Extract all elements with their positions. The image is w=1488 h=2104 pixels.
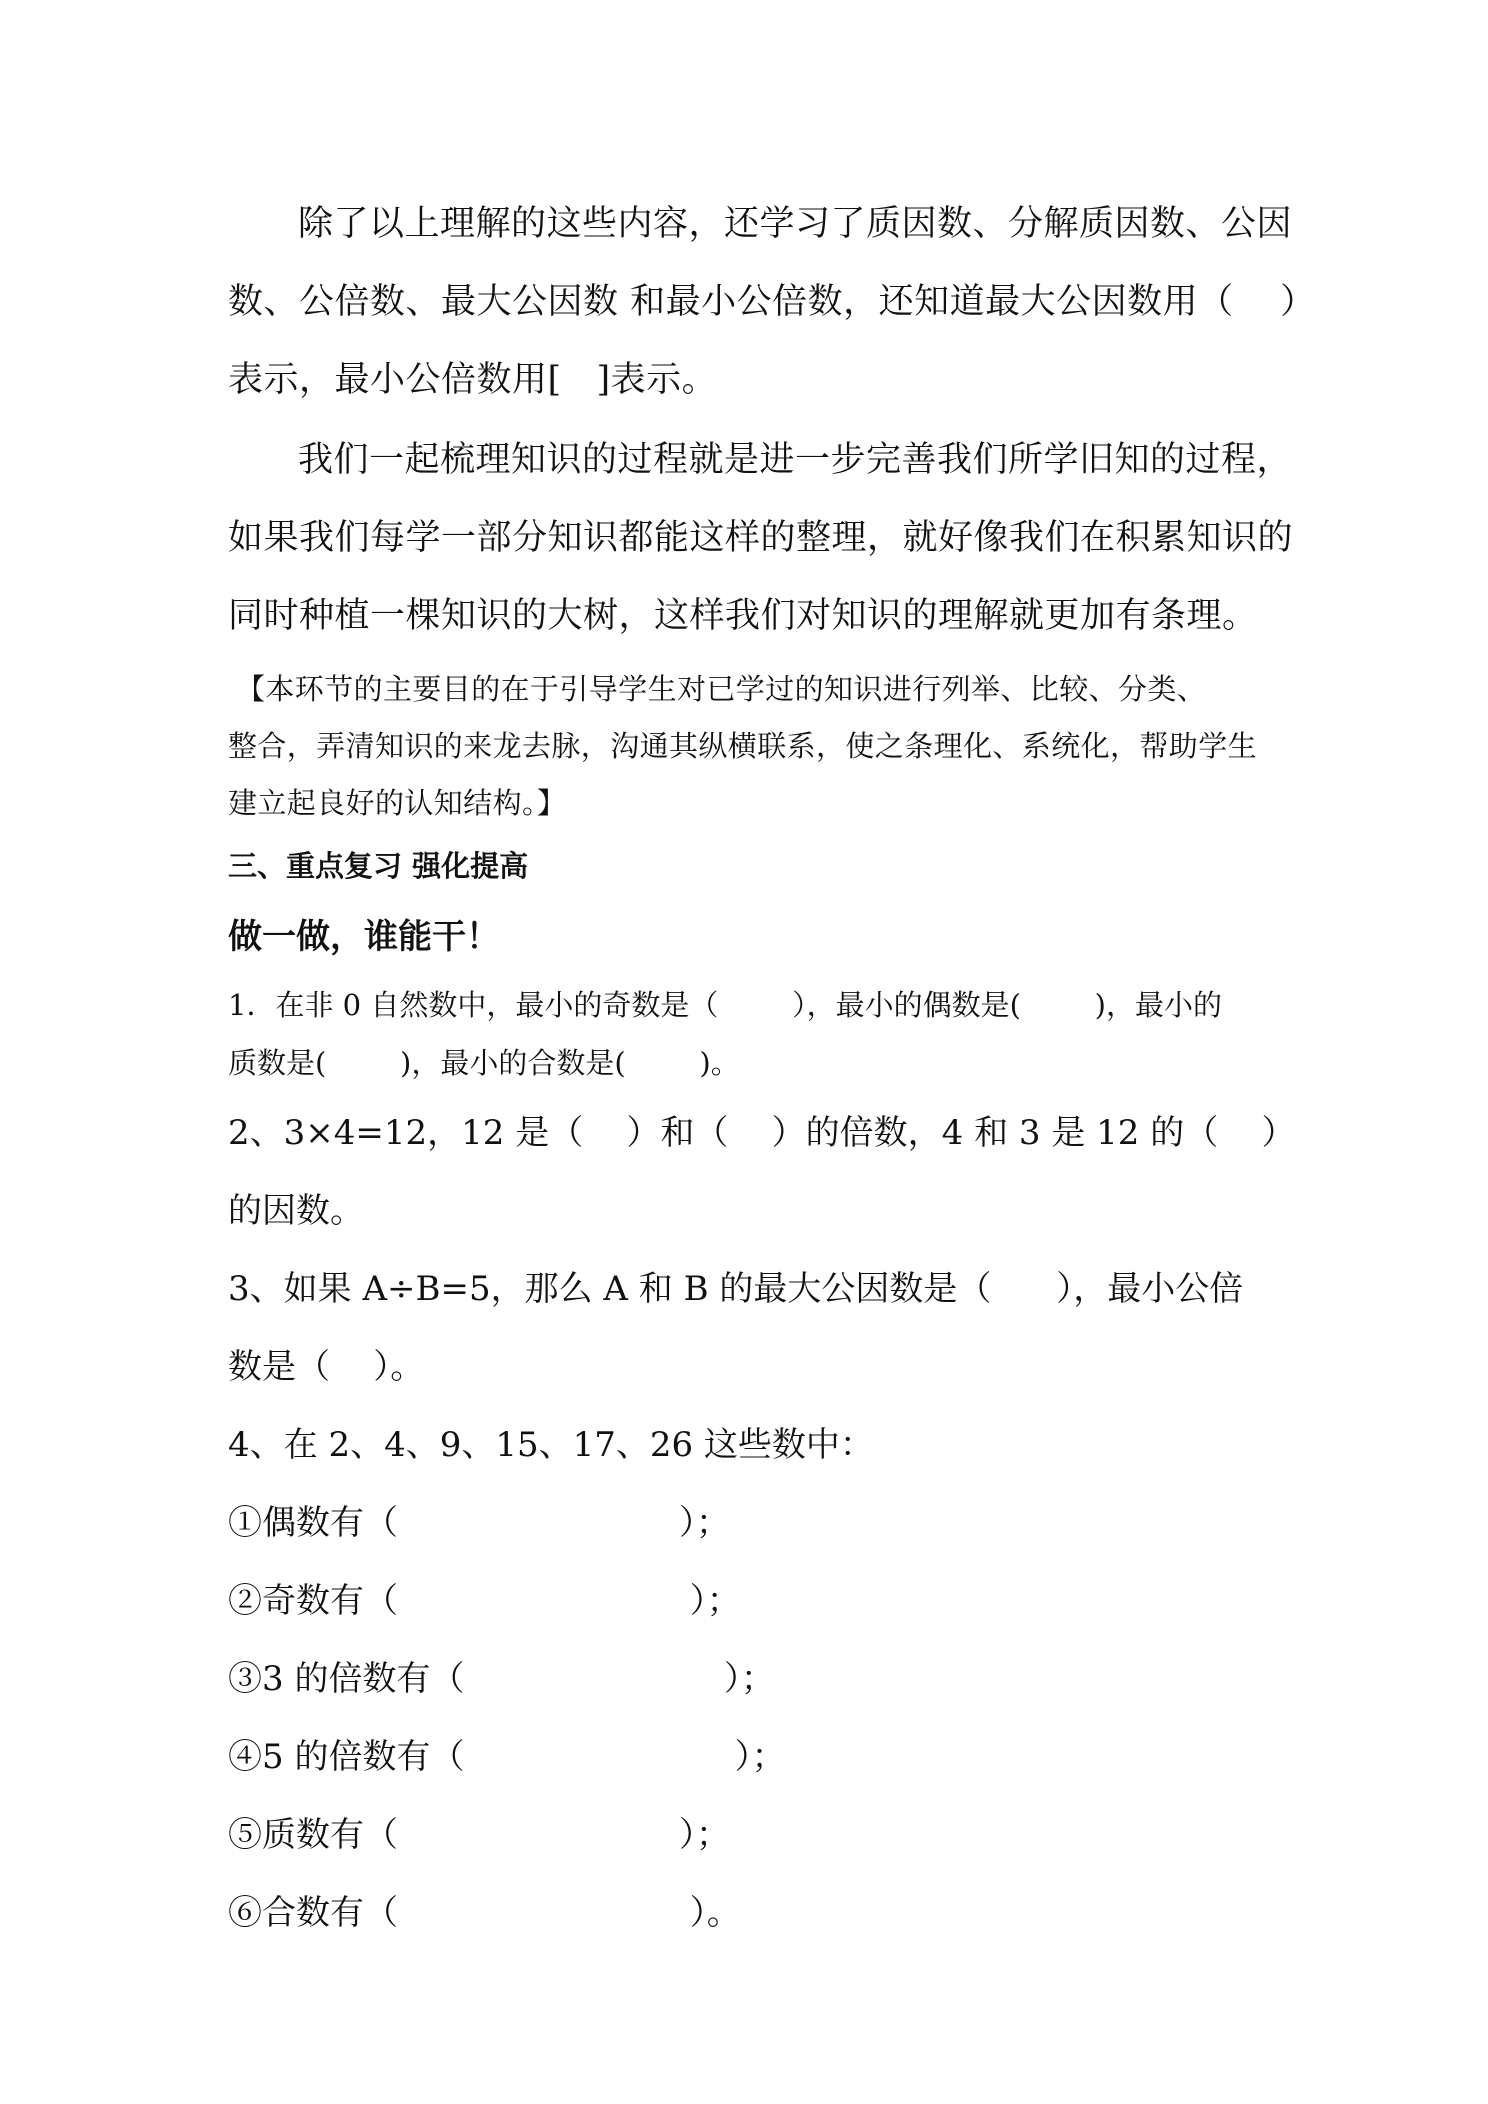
text-line: 数、公倍数、最大公因数 和最小公倍数，还知道最大公因数用（ ） [228,282,1316,322]
question-1 [228,976,1268,1092]
paragraph-knowledge-tree [228,421,1294,655]
section-heading: 三、重点复习 强化提高 [228,849,529,883]
question-line: 的因数。 [228,1191,364,1231]
list-item: ②奇数有（ ）； [228,1581,741,1621]
note-line: 整合，弄清知识的来龙去脉，沟通其纵横联系，使之条理化、系统化，帮助学生 [228,729,1258,763]
document-page [228,185,1316,1952]
list-item: ④5 的倍数有（ ）； [228,1737,786,1777]
question-line: 4、在 2、4、9、15、17、26 这些数中： [228,1425,874,1465]
teaching-note [228,661,1268,832]
question-line: 质数是( )，最小的合数是( )。 [228,1046,740,1080]
question-line: 2、3×4=12，12 是（ ）和（ ）的倍数，4 和 3 是 12 的（ ） [228,1113,1296,1153]
note-line: 【本环节的主要目的在于引导学生对已学过的知识进行列举、比较、分类、 [236,672,1207,706]
paragraph-knowledge-summary [228,185,1316,419]
question-3 [228,1250,1268,1406]
list-item: ⑤质数有（ ）； [228,1815,730,1855]
list-item: ⑥合数有（ ）。 [228,1893,741,1933]
question-4 [228,1406,1268,1484]
text-line: 除了以上理解的这些内容，还学习了质因数、分解质因数、公因 [298,204,1293,244]
question-line: 数是（ ）。 [228,1347,425,1387]
list-item: ①偶数有（ ）； [228,1503,730,1543]
text-line: 表示，最小公倍数用[ ]表示。 [228,360,718,400]
activity-heading: 做一做，谁能干！ [228,917,500,957]
question-2 [228,1094,1296,1250]
note-line: 建立起良好的认知结构。】 [228,786,567,820]
question-4-items [228,1484,1268,1952]
text-line: 我们一起梳理知识的过程就是进一步完善我们所学旧知的过程， [298,440,1293,480]
text-line: 如果我们每学一部分知识都能这样的整理，就好像我们在积累知识的 [228,518,1294,558]
question-line: 1．在非 0 自然数中，最小的奇数是（ ），最小的偶数是( )，最小的 [228,988,1222,1022]
question-line: 3、如果 A÷B=5，那么 A 和 B 的最大公因数是（ ），最小公倍 [228,1269,1244,1309]
text-line: 同时种植一棵知识的大树，这样我们对知识的理解就更加有条理。 [228,596,1258,636]
list-item: ③3 的倍数有（ ）； [228,1659,775,1699]
